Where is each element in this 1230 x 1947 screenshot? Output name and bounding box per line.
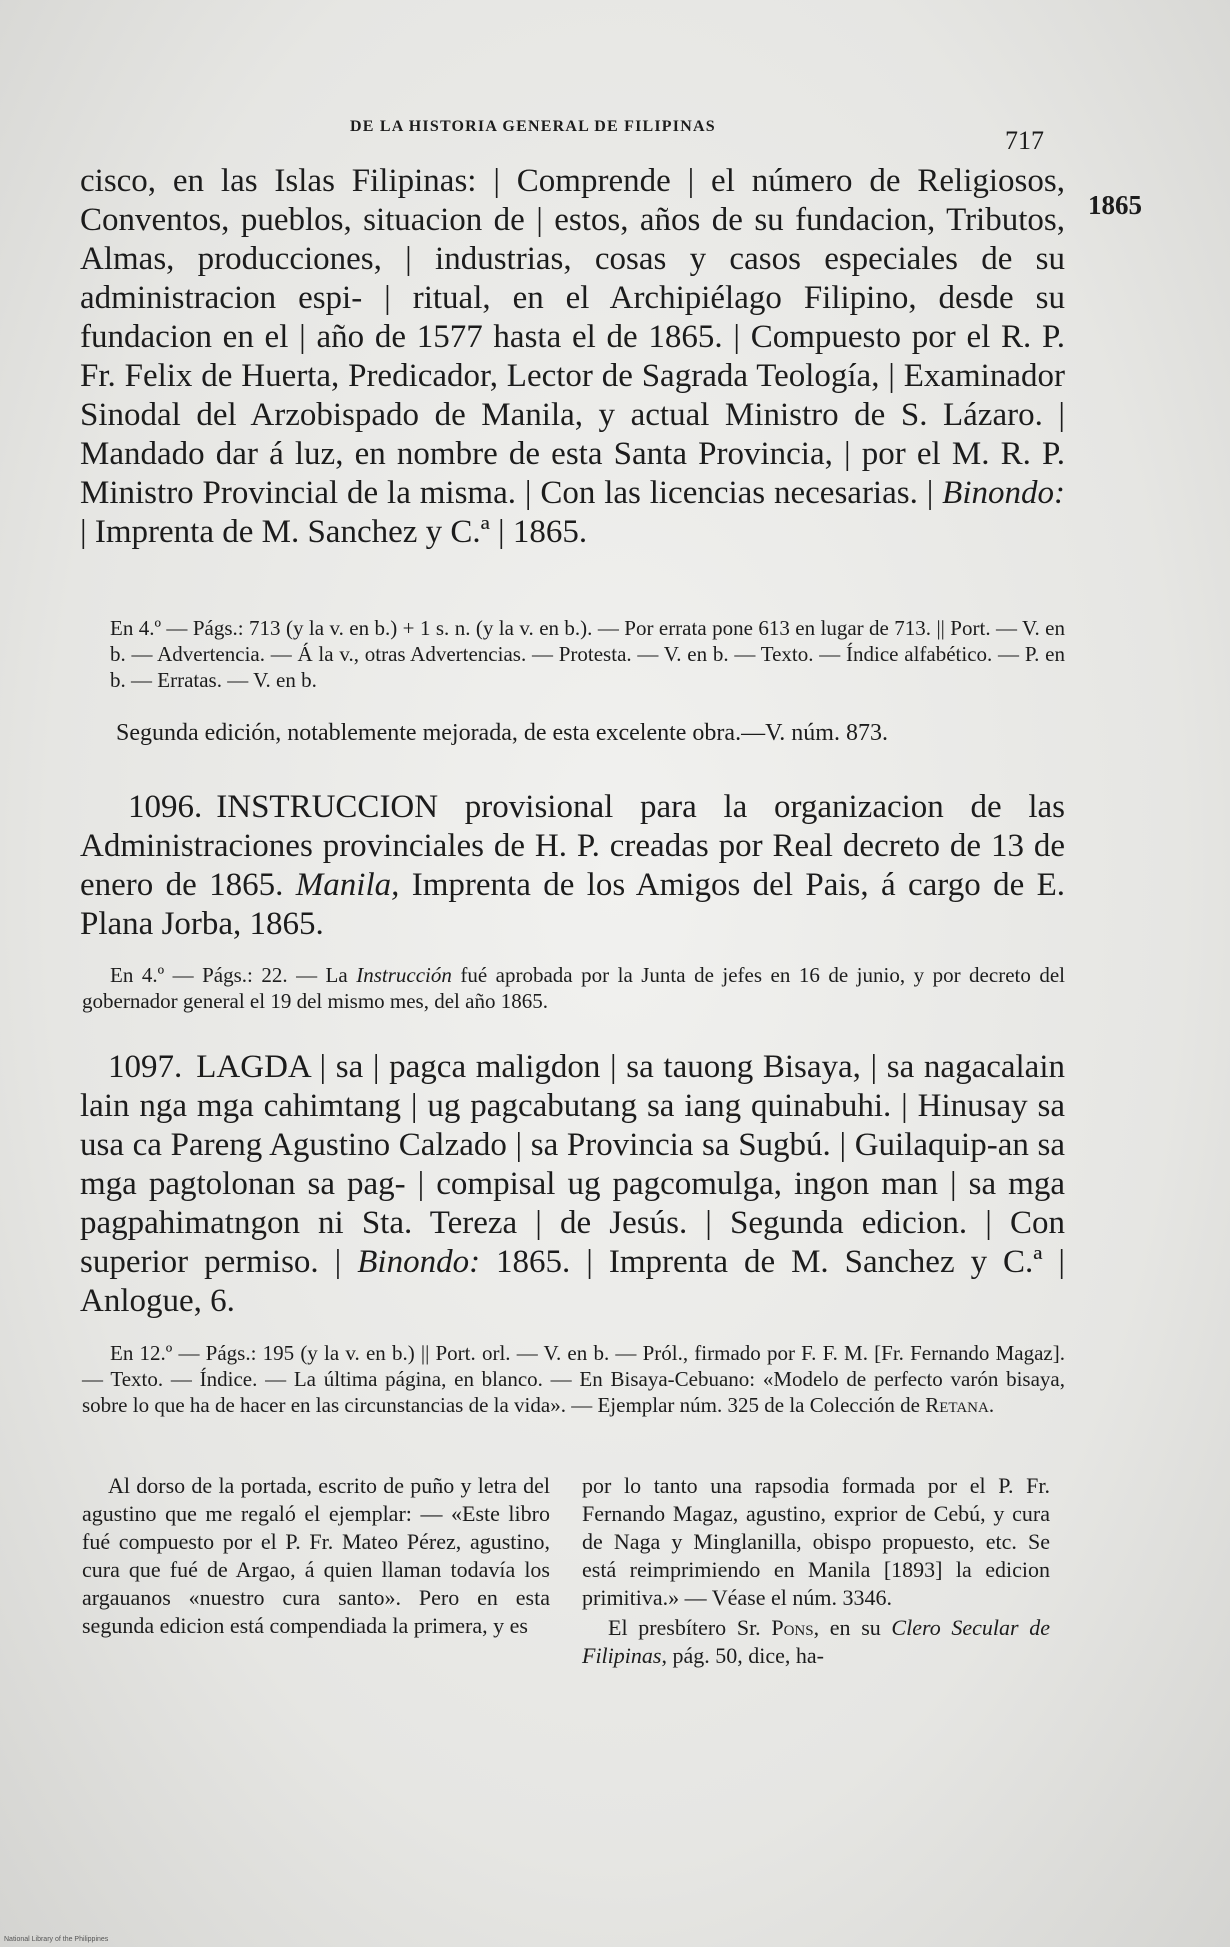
entry-1097-place: Binondo: [357, 1244, 481, 1280]
entry-1096-place: Manila, [295, 867, 400, 903]
library-credit: National Library of the Philippines [4, 1936, 109, 1943]
entry-1095-remark: Segunda edición, notablemente mejorada, de esta excelente obra.—V. núm. 873. [116, 720, 888, 746]
commentary-right-column [582, 1472, 1050, 1670]
page-number: 717 [1005, 126, 1044, 155]
entry-1096-note: En 4.º — Págs.: 22. — La Instrucción fué aprobada por la Junta de jefes en 16 de junio, y por decreto del gobernador general el 19 del mismo mes, del año 1865. [82, 963, 1065, 1013]
entry-1095-place: Binondo: [942, 475, 1065, 511]
entry-1095-text: cisco, en las Islas Filipinas: | Comprende | el número de Religiosos, Conventos, pueblos, situacion de | estos, años de su fundacion, Tributos, Almas, producciones, | industrias, cosas y casos especiales de su administracion espi- | ritual, en el Archipiélago Filipino, desde su fundacion en el | año de 1577 hasta el de 1865. | Compuesto por el R. P. Fr. Felix de Huerta, Predicador, Lector de Sagrada Teología, | Examinador Sinodal del Arzobispado de Manila, y actual Ministro de S. Lázaro. | Mandado dar á luz, en nombre de esta Santa Provincia, | por el M. R. P. Ministro Provincial de la misma. | Con las licencias necesarias. | Binondo: | Imprenta de M. Sanchez y C.ª | 1865. [80, 163, 1065, 550]
entry-1096-text: 1096. INSTRUCCION provisional para la organizacion de las Administraciones provinciales de H. P. creadas por Real decreto de 13 de enero de 1865. Manila, Imprenta de los Amigos del Pais, á cargo de E. Plana Jorba, 1865. [80, 789, 1065, 942]
commentary-left-column: Al dorso de la portada, escrito de puño y letra del agustino que me regaló el ejemplar: — «Este libro fué compuesto por el P. Fr. Mateo Pérez, agustino, cura que fué de Argao, á quien llaman todavía los argauanos «nuestro cura santo». Pero en esta segunda edicion está compendiada la primera, y es [82, 1473, 550, 1638]
margin-year: 1865 [1088, 190, 1142, 220]
commentary-right-paragraph-1: por lo tanto una rapsodia formada por el P. Fr. Fernando Magaz, agustino, exprior de Cebú, y cura de Naga y Minglanilla, obispo propuesto, etc. Se está reimprimiendo en Manila [1893] la edicion primitiva.» — Véase el núm. 3346. [582, 1473, 1050, 1610]
entry-1095-note: En 4.º — Págs.: 713 (y la v. en b.) + 1 s. n. (y la v. en b.). — Por errata pone 613 en lugar de 713. || Port. — V. en b. — Advertencia. — Á la v., otras Advertencias. — Protesta. — V. en b. — Texto. — Índice alfabético. — P. en b. — Erratas. — V. en b. [110, 616, 1065, 692]
entry-1097-number: 1097. [108, 1049, 183, 1085]
commentary-right-paragraph-2: El presbítero Sr. Pons, en su Clero Secular de Filipinas, pág. 50, dice, ha- [582, 1615, 1051, 1668]
running-title: DE LA HISTORIA GENERAL DE FILIPINAS [350, 118, 716, 135]
entry-1096-number: 1096. [128, 789, 203, 825]
entry-1097-text: 1097. LAGDA | sa | pagca maligdon | sa tauong Bisaya, | sa nagacalain lain nga mga cahimtang | ug pagcabutang sa iang quinabuhi. | Hinusay sa usa ca Pareng Agustino Calzado | sa Provincia sa Sugbú. | Guilaquip-an sa mga pagtolonan sa pag- | compisal ug pagcomulga, ingon man | sa mga pagpahimatngon ni Sta. Tereza | de Jesús. | Segunda edicion. | Con superior permiso. | Binondo: 1865. | Imprenta de M. Sanchez y C.ª | Anlogue, 6. [80, 1049, 1065, 1319]
entry-1097-note: En 12.º — Págs.: 195 (y la v. en b.) || Port. orl. — V. en b. — Pról., firmado por F. F. M. [Fr. Fernando Magaz]. — Texto. — Índice. — La última página, en blanco. — En Bisaya-Cebuano: «Modelo de perfecto varón bisaya, sobre lo que ha de hacer en las circunstancias de la vida». — Ejemplar núm. 325 de la Colección de Retana. [82, 1341, 1065, 1417]
